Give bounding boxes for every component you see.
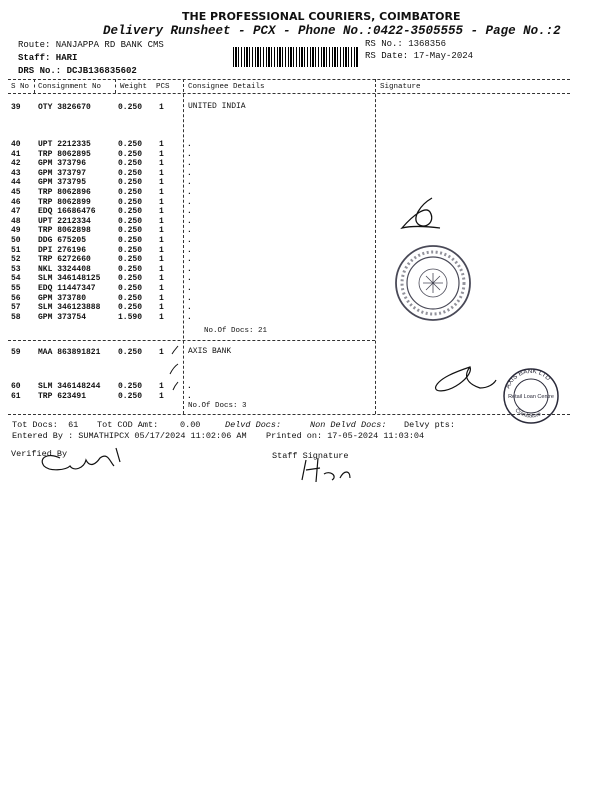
non-delivered-docs: Non Delvd Docs:: [310, 420, 387, 430]
rs-number: RS No.: 1368356: [365, 39, 447, 49]
company-name: THE PROFESSIONAL COURIERS, COIMBATORE: [182, 10, 461, 23]
col-header-weight: Weight: [120, 83, 148, 91]
staff-signature-scribble: [302, 458, 350, 482]
tick-mark: [170, 364, 178, 374]
total-cod-label: Tot COD Amt:: [97, 420, 159, 430]
signature-scribble-2: [436, 367, 496, 391]
col-header-pcs: PCS: [156, 83, 170, 91]
table-bottom-rule: [8, 414, 570, 415]
route-label: Route: NANJAPPA RD BANK CMS: [18, 40, 164, 50]
official-stamp: [396, 246, 470, 320]
axis-bank-stamp-center: Retail Loan Centre: [508, 394, 554, 400]
col-header-consignee: Consignee Details: [188, 83, 265, 91]
col-header-consignment: Consignment No: [38, 83, 102, 91]
total-cod-amount: 0.00: [180, 420, 201, 430]
consignee-name: AXIS BANK: [188, 347, 232, 356]
printed-on: Printed on: 17-05-2024 11:03:04: [266, 431, 425, 441]
group-rule: [8, 340, 375, 341]
rs-date: RS Date: 17-May-2024: [365, 51, 474, 61]
consignee-name: UNITED INDIA: [188, 102, 246, 111]
header-bottom-rule: [8, 93, 570, 94]
col-divider: [375, 79, 376, 414]
col-header-signature: Signature: [380, 83, 421, 91]
docs-count: No.Of Docs: 21: [204, 327, 268, 335]
staff-signature-label: Staff Signature: [272, 451, 349, 461]
verified-by-label: Verified By: [11, 449, 68, 459]
barcode: [233, 47, 358, 67]
staff-label: Staff: HARI: [18, 53, 78, 63]
total-docs: Tot Docs: 61: [12, 420, 79, 430]
col-divider: [183, 79, 184, 414]
col-divider: [34, 79, 35, 93]
delivered-docs: Delvd Docs:: [225, 420, 282, 430]
axis-bank-stamp-ring: AXIS BANK LTD: [504, 367, 552, 390]
col-header-sno: S No: [11, 83, 30, 91]
table-top-rule: [8, 79, 570, 80]
delivery-points: Delvy pts:: [404, 420, 456, 430]
runsheet-title: Delivery Runsheet - PCX - Phone No.:0422-3505555 - Page No.:2: [103, 24, 561, 38]
tick-mark: [172, 346, 178, 354]
drs-number: DRS No.: DCJB136835602: [18, 66, 137, 76]
signature-scribble-1: [402, 198, 440, 228]
entered-by: Entered By : SUMATHIPCX 05/17/2024 11:02:06 AM: [12, 431, 247, 441]
col-divider: [115, 79, 116, 93]
docs-count: No.Of Docs: 3: [188, 402, 247, 410]
tick-mark: [173, 382, 178, 390]
axis-bank-stamp-bottom: Coimbatore: [513, 407, 543, 420]
